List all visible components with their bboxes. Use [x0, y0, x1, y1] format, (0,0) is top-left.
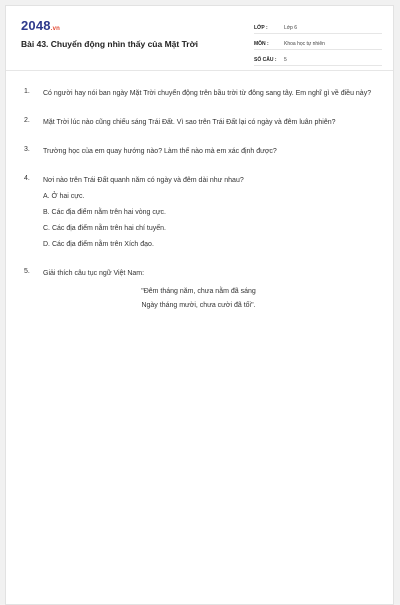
- meta-value: Lớp 6: [284, 25, 298, 31]
- logo-main: 2048: [21, 18, 51, 33]
- answer-option-b: B. Các địa điểm nằm trên hai vòng cực.: [43, 209, 166, 216]
- question-number: 2.: [24, 117, 30, 124]
- question-text: Có người hay nói ban ngày Mặt Trời chuyển động trên bầu trời từ đông sang tây. Em nghĩ gì về điều này?: [43, 90, 372, 97]
- header-divider: [6, 70, 393, 71]
- question-list: [24, 88, 384, 331]
- question-text: Nơi nào trên Trái Đất quanh năm có ngày và đêm dài như nhau?: [43, 177, 244, 184]
- meta-label: LỚP :: [254, 25, 268, 31]
- question-item: [24, 268, 384, 313]
- worksheet-page: [5, 5, 394, 605]
- meta-info: [254, 18, 382, 66]
- meta-row-count: [254, 50, 382, 66]
- meta-value: Khoa học tự nhiên: [284, 41, 325, 47]
- meta-row-class: [254, 18, 382, 34]
- answer-option-a: A. Ở hai cực.: [43, 193, 85, 200]
- question-text: Giải thích câu tục ngữ Việt Nam:: [43, 270, 145, 277]
- meta-label: MÔN :: [254, 41, 269, 47]
- question-text: Trường học của em quay hướng nào? Làm thế nào mà em xác định được?: [43, 148, 277, 155]
- proverb-quote: [43, 285, 384, 313]
- question-content: [43, 268, 384, 313]
- question-number: 3.: [24, 146, 30, 153]
- meta-label: SỐ CÂU :: [254, 57, 277, 63]
- answer-option-d: D. Các địa điểm nằm trên Xích đạo.: [43, 241, 154, 248]
- question-number: 4.: [24, 175, 30, 182]
- question-number: 1.: [24, 88, 30, 95]
- page-title: Bài 43. Chuyển động nhìn thấy của Mặt Trời: [21, 39, 199, 49]
- site-logo[interactable]: [21, 18, 60, 33]
- question-content: [43, 175, 384, 250]
- question-item: [24, 88, 384, 99]
- question-text: Mặt Trời lúc nào cũng chiếu sáng Trái Đất. Vì sao trên Trái Đất lại có ngày và đêm luân phiên?: [43, 119, 336, 126]
- answer-option-c: C. Các địa điểm nằm trên hai chí tuyến.: [43, 225, 166, 232]
- proverb-line: "Đêm tháng năm, chưa nằm đã sáng: [141, 288, 256, 295]
- question-number: 5.: [24, 268, 30, 275]
- question-item: [24, 117, 384, 128]
- meta-row-subject: [254, 34, 382, 50]
- proverb-line: Ngày tháng mười, chưa cười đã tối".: [141, 302, 256, 309]
- question-item: [24, 175, 384, 250]
- meta-value: 5: [284, 57, 287, 63]
- question-item: [24, 146, 384, 157]
- header: [6, 6, 393, 68]
- logo-suffix: .vn: [50, 26, 61, 32]
